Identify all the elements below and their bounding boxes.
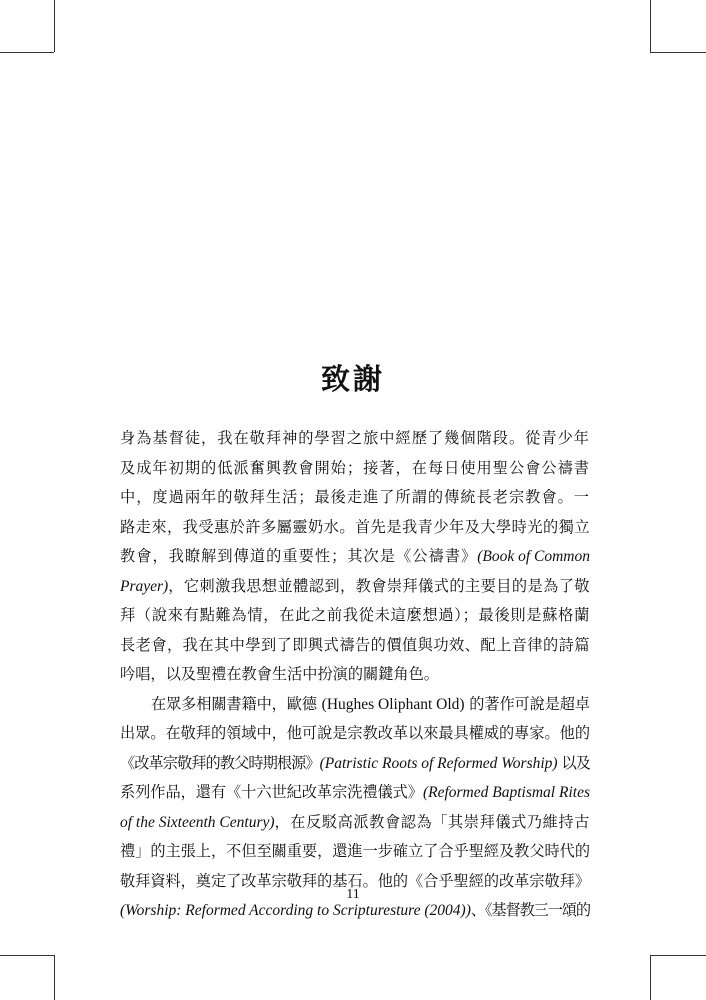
text-line (120, 837, 590, 867)
text-segment: (Worship: Reformed According to Scripturesture (2004)) (120, 902, 471, 919)
text-segment: 的著作可說是超卓 (464, 694, 590, 713)
crop-mark (0, 955, 54, 956)
text-line (120, 424, 590, 454)
text-line (120, 660, 590, 690)
text-segment: 身為基督徒，我在敬拜神的學習之旅中經歷了幾個階段。從青少年 (120, 429, 590, 447)
text-segment: ，它刺激我思想並體認到，教會崇拜儀式的主要目的是為了敬 (168, 576, 590, 595)
page-number: 11 (346, 887, 360, 902)
text-segment: 禮」的主張上，不但至關重要，還進一步確立了合乎聖經及教父時代的 (120, 842, 590, 860)
text-segment: 及成年初期的低派奮興教會開始；接著，在每日使用聖公會公禱書 (120, 458, 590, 477)
body-text (120, 424, 590, 926)
text-line (120, 778, 590, 808)
text-line (120, 454, 590, 484)
text-segment: 出眾。在敬拜的領域中，他可說是宗教改革以來最具權威的專家。他的 (120, 724, 590, 742)
text-line (120, 808, 590, 838)
text-line (120, 749, 590, 779)
text-segment: ，在反駁高派教會認為「其崇拜儀式乃維持古 (274, 812, 590, 831)
paragraph (120, 424, 590, 690)
text-segment: 敬拜資料，奠定了改革宗敬拜的基石。他的《合乎聖經的改革宗敬拜》 (120, 871, 590, 890)
text-segment: 系列作品，還有《十六世紀改革宗洗禮儀式》 (120, 783, 423, 801)
text-line (120, 690, 590, 720)
text-segment: (Book of Common (477, 548, 590, 565)
text-segment: Prayer) (120, 577, 169, 595)
text-segment: 以及 (557, 753, 590, 772)
text-segment: (Reformed Baptismal Rites (422, 784, 590, 801)
text-line (120, 719, 590, 749)
crop-mark (650, 52, 706, 53)
text-line (120, 631, 590, 661)
text-segment: 長老會，我在其中學到了即興式禱告的價值與功效、配上音律的詩篇 (120, 635, 590, 654)
text-line (120, 513, 590, 543)
text-segment: 中，度過兩年的敬拜生活；最後走進了所謂的傳統長老宗教會。一 (120, 488, 590, 506)
text-segment: of the Sixteenth Century) (120, 813, 275, 831)
text-segment: (Hughes Oliphant Old) (321, 695, 465, 713)
text-segment: 《改革宗敬拜的教父時期根源》 (120, 753, 320, 772)
text-segment: 路走來，我受惠於許多屬靈奶水。首先是我青少年及大學時光的獨立 (120, 517, 590, 536)
text-line (120, 542, 590, 572)
crop-mark (0, 52, 54, 53)
text-segment: 、《基督教三一頌的 (470, 901, 590, 919)
crop-mark (54, 955, 55, 1000)
text-line (120, 572, 590, 602)
text-line (120, 483, 590, 513)
text-segment: (Patristic Roots of Reformed Worship) (319, 754, 558, 772)
text-segment: 教會，我瞭解到傳道的重要性；其次是《公禱書》 (120, 547, 478, 565)
crop-mark (54, 0, 55, 52)
crop-mark (650, 955, 651, 1000)
page-title: 致謝 (320, 362, 385, 396)
text-line (120, 601, 590, 631)
crop-mark (650, 0, 651, 52)
crop-mark (650, 955, 706, 956)
text-segment: 拜（說來有點難為情，在此之前我從未這麼想過）；最後則是蘇格蘭 (120, 606, 590, 624)
text-segment: 吟唱，以及聖禮在教會生活中扮演的關鍵角色。 (120, 665, 439, 683)
text-segment: 在眾多相關書籍中，歐德 (151, 694, 322, 713)
